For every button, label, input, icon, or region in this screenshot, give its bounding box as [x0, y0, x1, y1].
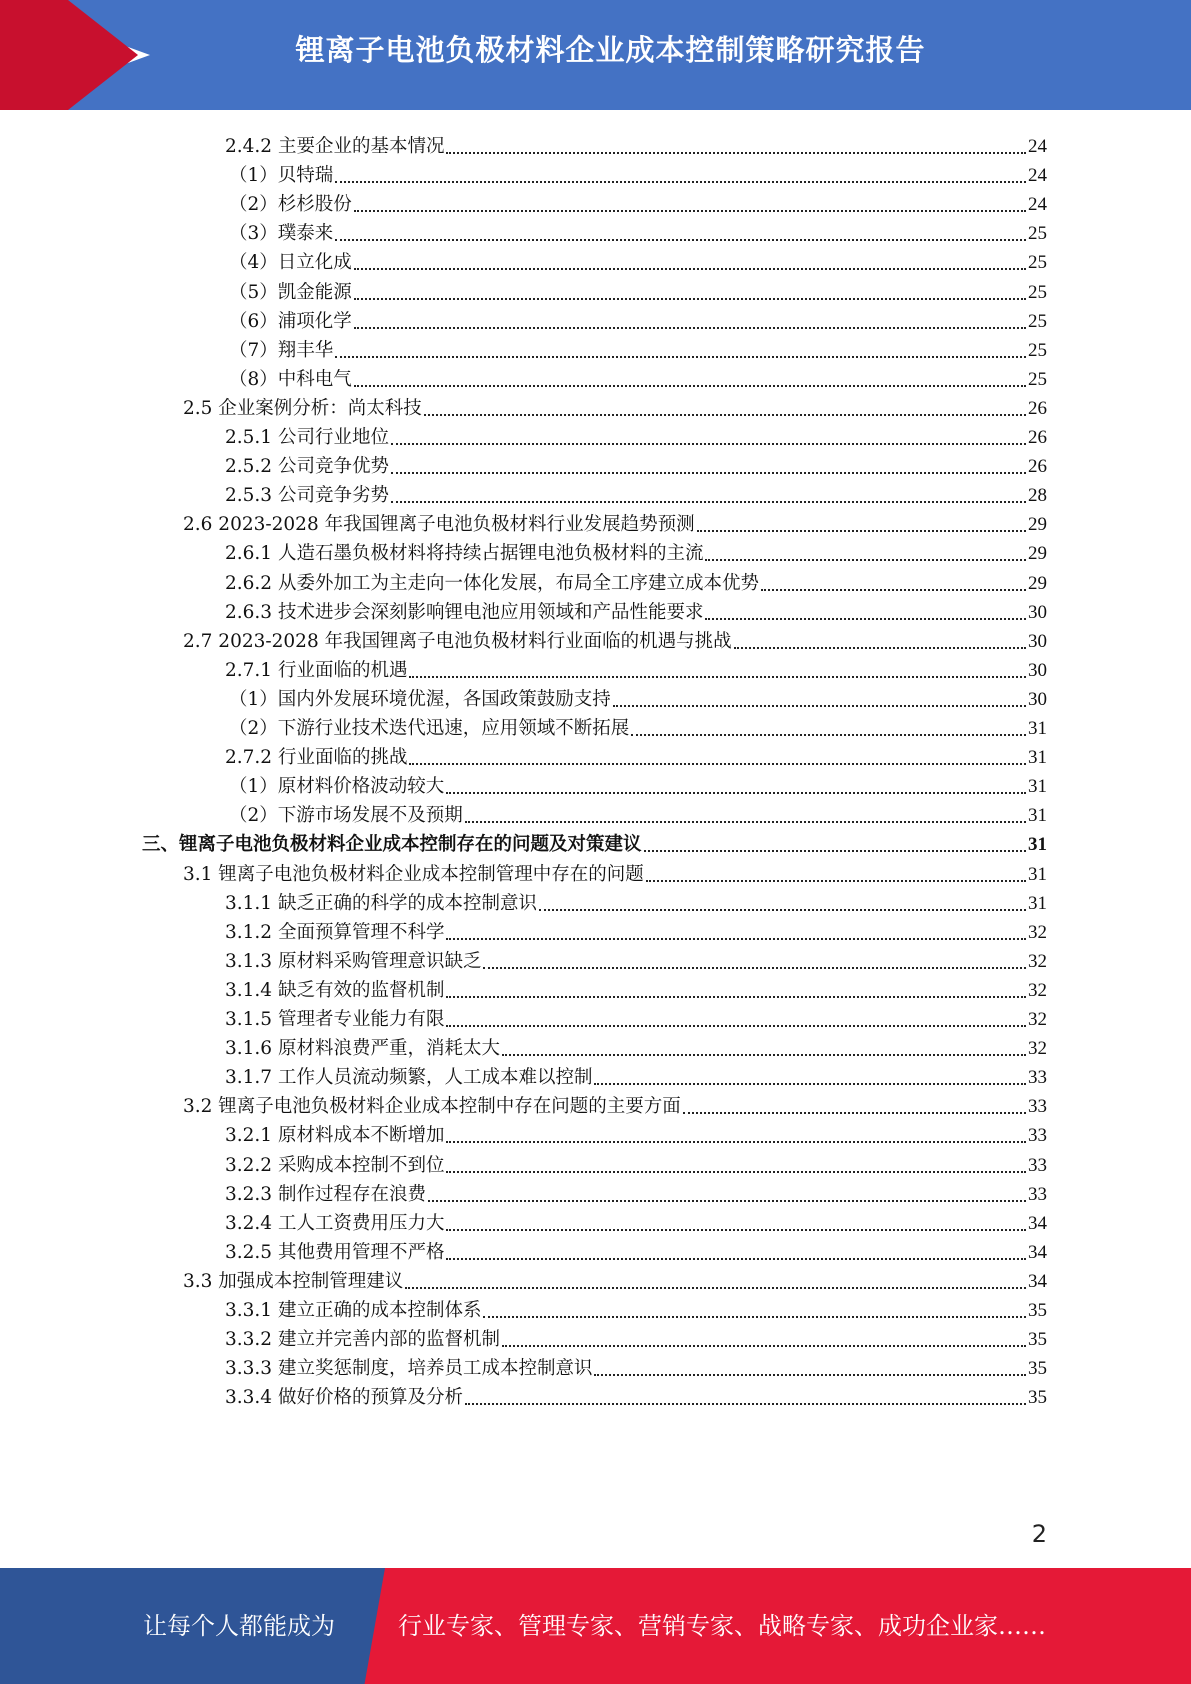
toc-entry-label: （1）国内外发展环境优渥，各国政策鼓励支持	[229, 688, 611, 710]
toc-dot-leader	[354, 385, 1026, 387]
toc-entry[interactable]	[229, 156, 1047, 187]
toc-entry-label: 3.1.6 原材料浪费严重，消耗太大	[225, 1038, 500, 1060]
toc-entry-page: 35	[1028, 1300, 1047, 1321]
toc-entry-label: 3.2.3 制作过程存在浪费	[225, 1183, 426, 1205]
toc-entry-label: （1）贝特瑞	[229, 165, 334, 187]
toc-dot-leader	[446, 938, 1026, 940]
toc-entry[interactable]	[229, 360, 1047, 391]
toc-dot-leader	[465, 1403, 1026, 1405]
toc-entry-page: 31	[1028, 805, 1047, 827]
toc-entry-page: 25	[1028, 252, 1047, 274]
toc-entry-label: （1）原材料价格波动较大	[229, 776, 445, 798]
toc-entry[interactable]	[229, 302, 1047, 333]
toc-entry-label: 3.3.1 建立正确的成本控制体系	[225, 1300, 482, 1321]
toc-entry-page: 29	[1028, 514, 1047, 536]
toc-entry-page: 34	[1028, 1270, 1047, 1292]
toc-entry-label: 2.5.3 公司竞争劣势	[225, 485, 389, 507]
toc-entry-page: 34	[1028, 1241, 1047, 1263]
toc-dot-leader	[335, 356, 1026, 358]
toc-entry-label: 3.3.2 建立并完善内部的监督机制	[225, 1329, 500, 1351]
toc-dot-leader	[446, 1258, 1026, 1260]
toc-entry[interactable]	[229, 243, 1047, 274]
toc-entry-label: 2.6.3 技术进步会深刻影响锂电池应用领域和产品性能要求	[225, 601, 704, 623]
toc-entry-page: 30	[1028, 601, 1047, 623]
toc-entry[interactable]	[225, 1146, 1047, 1177]
toc-entry-page: 28	[1028, 485, 1047, 507]
toc-entry-label: （6）浦项化学	[229, 310, 352, 332]
toc-entry[interactable]	[229, 185, 1047, 216]
toc-entry-label: 2.7 2023-2028 年我国锂离子电池负极材料行业面临的机遇与挑战	[183, 630, 732, 652]
toc-entry[interactable]	[183, 505, 1047, 536]
toc-dot-leader	[335, 181, 1026, 183]
toc-entry[interactable]	[225, 1204, 1047, 1235]
toc-entry-page: 34	[1028, 1212, 1047, 1234]
toc-entry[interactable]	[229, 767, 1047, 798]
toc-entry-page: 25	[1028, 281, 1047, 303]
toc-entry-page: 35	[1028, 1358, 1047, 1380]
report-title: 锂离子电池负极材料企业成本控制策略研究报告	[295, 33, 926, 67]
toc-entry-label: （2）杉杉股份	[229, 194, 352, 216]
toc-dot-leader	[446, 152, 1026, 154]
toc-entry-page: 26	[1028, 456, 1047, 478]
toc-entry-page: 24	[1028, 194, 1047, 216]
toc-entry[interactable]	[225, 1029, 1047, 1060]
toc-entry[interactable]	[225, 942, 1047, 973]
toc-entry[interactable]	[183, 622, 1047, 653]
toc-dot-leader	[644, 850, 1026, 852]
toc-dot-leader	[483, 967, 1026, 969]
report-header	[0, 0, 1191, 110]
toc-entry-label: 3.1.1 缺乏正确的科学的成本控制意识	[225, 892, 537, 914]
toc-entry-page: 32	[1028, 1038, 1047, 1060]
toc-entry[interactable]	[225, 738, 1047, 769]
toc-dot-leader	[502, 1345, 1026, 1347]
footer-slogan-left: 让每个人都能成为	[143, 1612, 335, 1640]
toc-entry[interactable]	[183, 1262, 1047, 1293]
toc-entry[interactable]	[225, 884, 1047, 915]
toc-entry[interactable]	[142, 825, 1047, 856]
toc-entry-page: 32	[1028, 1009, 1047, 1030]
toc-entry[interactable]	[225, 1349, 1047, 1380]
toc-dot-leader	[391, 472, 1026, 474]
toc-entry-label: 3.1.2 全面预算管理不科学	[225, 921, 445, 943]
toc-dot-leader	[391, 501, 1026, 503]
toc-entry-label: 3.1.7 工作人员流动频繁，人工成本难以控制	[225, 1067, 593, 1089]
toc-dot-leader	[539, 909, 1026, 911]
toc-entry-label: （7）翔丰华	[229, 339, 334, 361]
toc-dot-leader	[354, 268, 1026, 270]
toc-entry-page: 32	[1028, 979, 1047, 1001]
toc-dot-leader	[354, 210, 1026, 212]
toc-entry-page: 25	[1028, 339, 1047, 361]
toc-entry[interactable]	[225, 476, 1047, 507]
toc-entry[interactable]	[225, 418, 1047, 449]
toc-entry[interactable]	[229, 214, 1047, 245]
toc-entry-page: 33	[1028, 1096, 1047, 1118]
toc-entry[interactable]	[225, 971, 1047, 1002]
toc-entry-label: 2.7.1 行业面临的机遇	[225, 659, 408, 681]
toc-entry-page: 31	[1028, 892, 1047, 914]
toc-entry-page: 32	[1028, 950, 1047, 972]
toc-entry-page: 33	[1028, 1125, 1047, 1147]
toc-entry-label: 3.2.5 其他费用管理不严格	[225, 1241, 445, 1263]
toc-entry-label: （3）璞泰来	[229, 223, 334, 245]
toc-entry-page: 30	[1028, 688, 1047, 710]
toc-dot-leader	[354, 298, 1026, 300]
toc-dot-leader	[409, 763, 1026, 765]
toc-entry-page: 26	[1028, 427, 1047, 448]
toc-entry[interactable]	[225, 593, 1047, 624]
footer-slogan-right: 行业专家、管理专家、营销专家、战略专家、成功企业家……	[398, 1612, 1046, 1640]
toc-entry-page: 31	[1028, 834, 1047, 856]
toc-dot-leader	[446, 1171, 1026, 1173]
toc-dot-leader	[761, 589, 1026, 591]
toc-entry[interactable]	[229, 680, 1047, 711]
toc-entry-page: 31	[1028, 863, 1047, 885]
toc-entry-label: 3.2.2 采购成本控制不到位	[225, 1154, 445, 1176]
toc-entry-page: 30	[1028, 630, 1047, 652]
toc-dot-leader	[391, 443, 1026, 445]
toc-entry-page: 29	[1028, 572, 1047, 594]
toc-entry-label: 3.3 加强成本控制管理建议	[183, 1270, 404, 1292]
toc-entry-label: （2）下游市场发展不及预期	[229, 805, 463, 827]
toc-entry-page: 24	[1028, 136, 1047, 157]
toc-entry[interactable]	[183, 1087, 1047, 1118]
toc-entry-page: 35	[1028, 1329, 1047, 1351]
toc-entry-label: 3.2.4 工人工资费用压力大	[225, 1212, 445, 1234]
toc-dot-leader	[409, 676, 1026, 678]
toc-entry[interactable]	[225, 651, 1047, 682]
report-footer	[0, 1568, 1191, 1684]
toc-dot-leader	[646, 880, 1026, 882]
toc-entry[interactable]	[225, 1116, 1047, 1147]
toc-dot-leader	[335, 239, 1026, 241]
toc-dot-leader	[424, 414, 1026, 416]
toc-entry-label: 2.5.2 公司竞争优势	[225, 456, 389, 478]
toc-entry[interactable]	[183, 855, 1047, 886]
toc-entry-page: 25	[1028, 368, 1047, 390]
toc-entry-page: 26	[1028, 397, 1047, 419]
toc-dot-leader	[683, 1112, 1026, 1114]
toc-entry[interactable]	[225, 127, 1047, 158]
toc-entry-label: 2.6.2 从委外加工为主走向一体化发展，布局全工序建立成本优势	[225, 572, 759, 594]
toc-dot-leader	[502, 1054, 1026, 1056]
toc-entry-label: 3.3.4 做好价格的预算及分析	[225, 1387, 463, 1409]
toc-entry[interactable]	[225, 1058, 1047, 1089]
toc-entry-label: 3.1 锂离子电池负极材料企业成本控制管理中存在的问题	[183, 863, 644, 885]
toc-dot-leader	[483, 1316, 1026, 1318]
toc-entry-label: 3.2 锂离子电池负极材料企业成本控制中存在问题的主要方面	[183, 1096, 681, 1118]
toc-entry[interactable]	[229, 709, 1047, 740]
toc-entry-label: 3.2.1 原材料成本不断增加	[225, 1125, 445, 1147]
toc-entry-page: 30	[1028, 659, 1047, 681]
toc-entry-page: 31	[1028, 776, 1047, 798]
toc-dot-leader	[705, 618, 1026, 620]
toc-entry[interactable]	[225, 1291, 1047, 1322]
toc-dot-leader	[734, 647, 1026, 649]
toc-entry[interactable]	[225, 447, 1047, 478]
toc-entry-label: 2.6.1 人造石墨负极材料将持续占据锂电池负极材料的主流	[225, 543, 704, 565]
toc-entry-label: 2.5 企业案例分析：尚太科技	[183, 397, 422, 419]
toc-dot-leader	[428, 1200, 1026, 1202]
toc-dot-leader	[697, 530, 1026, 532]
toc-dot-leader	[465, 821, 1026, 823]
toc-dot-leader	[446, 792, 1026, 794]
toc-entry-label: 2.4.2 主要企业的基本情况	[225, 136, 445, 157]
toc-dot-leader	[613, 705, 1026, 707]
toc-entry-page: 24	[1028, 165, 1047, 187]
toc-entry-label: （2）下游行业技术迭代迅速，应用领域不断拓展	[229, 718, 630, 739]
toc-dot-leader	[594, 1374, 1026, 1376]
toc-entry-label: （8）中科电气	[229, 368, 352, 390]
toc-entry[interactable]	[183, 389, 1047, 420]
toc-dot-leader	[446, 1229, 1026, 1231]
toc-entry-label: （4）日立化成	[229, 252, 352, 274]
page-number: 2	[1031, 1520, 1047, 1548]
toc-entry-label: 3.1.4 缺乏有效的监督机制	[225, 979, 445, 1001]
toc-entry-label: 3.3.3 建立奖惩制度，培养员工成本控制意识	[225, 1358, 593, 1380]
toc-dot-leader	[594, 1083, 1026, 1085]
toc-entry-page: 25	[1028, 310, 1047, 332]
toc-dot-leader	[446, 1141, 1026, 1143]
toc-entry-page: 35	[1028, 1387, 1047, 1409]
toc-entry[interactable]	[225, 913, 1047, 944]
toc-entry-page: 33	[1028, 1067, 1047, 1089]
toc-entry[interactable]	[229, 331, 1047, 362]
toc-entry-page: 33	[1028, 1183, 1047, 1205]
toc-dot-leader	[631, 734, 1026, 736]
toc-entry-page: 31	[1028, 718, 1047, 739]
toc-entry-page: 32	[1028, 921, 1047, 943]
toc-entry-label: 2.7.2 行业面临的挑战	[225, 747, 408, 769]
toc-entry-page: 31	[1028, 747, 1047, 769]
toc-entry-label: 2.6 2023-2028 年我国锂离子电池负极材料行业发展趋势预测	[183, 514, 695, 536]
toc-entry[interactable]	[229, 796, 1047, 827]
toc-entry-page: 33	[1028, 1154, 1047, 1176]
toc-entry-page: 29	[1028, 543, 1047, 565]
toc-dot-leader	[446, 1025, 1026, 1027]
toc-dot-leader	[705, 559, 1026, 561]
toc-dot-leader	[405, 1287, 1026, 1289]
toc-entry[interactable]	[225, 1378, 1047, 1409]
toc-entry[interactable]	[225, 1320, 1047, 1351]
toc-dot-leader	[446, 996, 1026, 998]
toc-entry-label: 3.1.5 管理者专业能力有限	[225, 1009, 445, 1030]
toc-entry[interactable]	[229, 273, 1047, 304]
toc-entry-label: 3.1.3 原材料采购管理意识缺乏	[225, 950, 482, 972]
toc-entry[interactable]	[225, 564, 1047, 595]
toc-entry-label: 三、锂离子电池负极材料企业成本控制存在的问题及对策建议	[142, 834, 642, 856]
toc-dot-leader	[354, 327, 1026, 329]
toc-entry[interactable]	[225, 1233, 1047, 1264]
toc-entry[interactable]	[225, 1000, 1047, 1031]
toc-entry-page: 25	[1028, 223, 1047, 245]
toc-entry[interactable]	[225, 534, 1047, 565]
toc-entry-label: （5）凯金能源	[229, 281, 352, 303]
toc-entry[interactable]	[225, 1175, 1047, 1206]
toc-entry-label: 2.5.1 公司行业地位	[225, 427, 389, 448]
